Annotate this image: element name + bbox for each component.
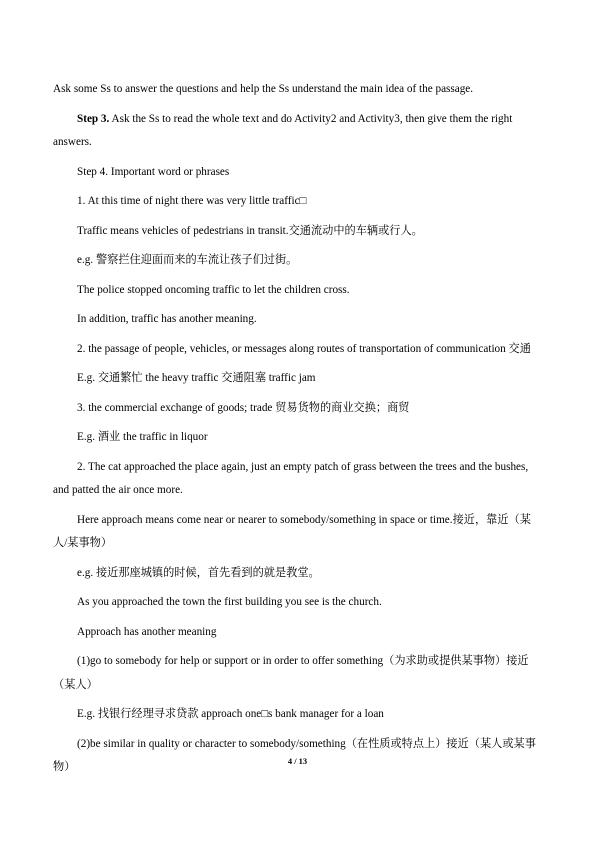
paragraph-text: In addition, traffic has another meaning.: [77, 313, 257, 325]
paragraph-meaning-3: [53, 397, 542, 421]
paragraph-text: The police stopped oncoming traffic to let the children cross.: [77, 283, 350, 296]
paragraph-example-liquor: [53, 426, 542, 450]
paragraph-example-chinese: [53, 249, 542, 273]
paragraph-text: E.g. 交通繁忙 the heavy traffic 交通阻塞 traffic jam: [77, 372, 316, 384]
paragraph-approach-meaning-1: [53, 650, 542, 697]
document-body: [53, 78, 542, 780]
paragraph-example-traffic: [53, 190, 542, 214]
paragraph-text: Step 4. Important word or phrases: [77, 165, 230, 178]
paragraph-text: As you approached the town the first building you see is the church.: [77, 596, 382, 608]
paragraph-text: e.g. 警察拦住迎面而来的车流让孩子们过街。: [77, 254, 298, 266]
paragraph-example-english: [53, 279, 542, 303]
paragraph-example-town-chinese: [53, 562, 542, 586]
paragraph-example-heavy-traffic: [53, 367, 542, 391]
paragraph-text: e.g. 接近那座城镇的时候，首先看到的就是教堂。: [77, 566, 320, 579]
paragraph-text: Here approach means come near or nearer to somebody/something in space or time.接近，靠近（某人/某事物）: [53, 513, 531, 549]
paragraph-meaning-2: [53, 338, 542, 362]
paragraph-traffic-definition: [53, 220, 542, 244]
paragraph-example-town-english: [53, 591, 542, 615]
paragraph-text: 2. The cat approached the place again, just an empty patch of grass between the trees and the bushes, and patted the air once more.: [53, 460, 529, 496]
step-3-label: Step 3.: [77, 112, 110, 125]
paragraph-text: E.g. 酒业 the traffic in liquor: [77, 431, 208, 443]
paragraph-text: E.g. 找银行经理寻求贷款 approach one□s bank manager for a loan: [77, 708, 384, 720]
paragraph-step-4-heading: [53, 161, 542, 185]
paragraph-text: 2. the passage of people, vehicles, or messages along routes of transportation of communication 交通: [77, 342, 531, 355]
paragraph-approach-another-meaning: [53, 621, 542, 645]
paragraph-text: Ask the Ss to read the whole text and do Activity2 and Activity3, then give them the right answers.: [53, 112, 513, 148]
paragraph-example-bank-manager: [53, 703, 542, 727]
paragraph-step-3: [53, 108, 542, 155]
paragraph-approach-definition: [53, 509, 542, 556]
paragraph-text: 3. the commercial exchange of goods; trade 贸易货物的商业交换；商贸: [77, 401, 410, 414]
paragraph-another-meaning: [53, 308, 542, 332]
paragraph-text: Approach has another meaning: [77, 625, 217, 638]
paragraph-text: Traffic means vehicles of pedestrians in transit.交通流动中的车辆或行人。: [77, 224, 423, 237]
paragraph-text: (2)be similar in quality or character to somebody/something（在性质或特点上）接近（某人或某事物）: [53, 737, 536, 773]
paragraph-main-idea: [53, 78, 542, 102]
paragraph-text: Ask some Ss to answer the questions and help the Ss understand the main idea of the passage.: [53, 83, 474, 95]
page-number: 4 / 13: [287, 756, 308, 766]
paragraph-example-cat: [53, 456, 542, 503]
paragraph-text: (1)go to somebody for help or support or in order to offer something（为求助或提供某事物）接近（某人）: [53, 655, 529, 691]
paragraph-text: 1. At this time of night there was very little traffic□: [77, 195, 307, 207]
